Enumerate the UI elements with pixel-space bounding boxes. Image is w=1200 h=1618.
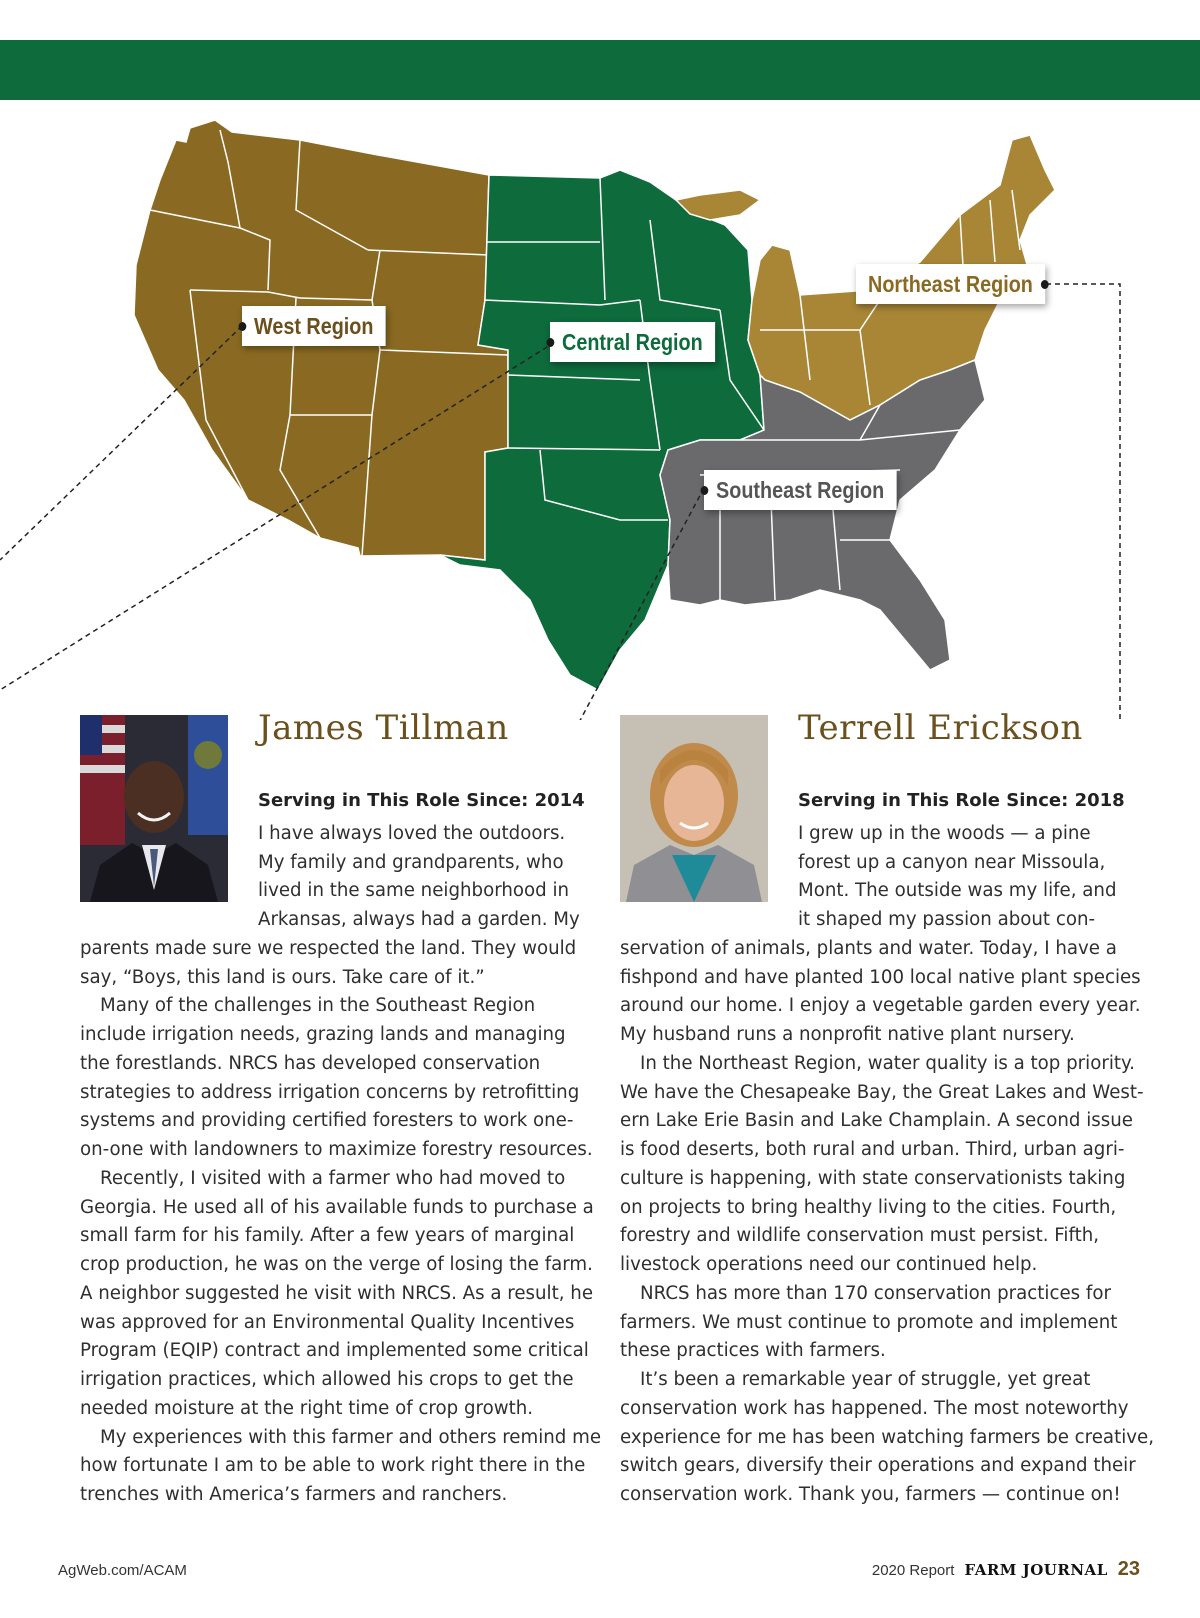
james-tillman-photo: [80, 715, 228, 902]
body-line: it shaped my passion about con-: [798, 909, 1096, 930]
body-line: Georgia. He used all of his available funds to purchase a: [80, 1197, 594, 1218]
us-regions-map: [0, 100, 1200, 720]
body-line: irrigation practices, which allowed his crops to get the: [80, 1369, 574, 1390]
body-line: experience for me has been watching farmers be creative,: [620, 1427, 1154, 1448]
body-line: I grew up in the woods — a pine: [798, 823, 1091, 844]
body-line: servation of animals, plants and water. Today, I have a: [620, 938, 1117, 959]
body-line: My experiences with this farmer and others remind me: [100, 1427, 602, 1448]
northeast-region-label: Northeast Region: [856, 264, 1045, 304]
body-line: conservation work has happened. The most noteworthy: [620, 1398, 1129, 1419]
body-line: small farm for his family. After a few years of marginal: [80, 1225, 575, 1246]
southeast-region-label: Southeast Region: [704, 470, 896, 510]
body-line: forest up a canyon near Missoula,: [798, 852, 1106, 873]
body-line: Program (EQIP) contract and implemented some critical: [80, 1340, 589, 1361]
body-line: My family and grandparents, who: [258, 852, 564, 873]
page-number: 23: [1117, 1558, 1140, 1580]
body-line: these practices with farmers.: [620, 1340, 886, 1361]
body-line: was approved for an Environmental Quality Incentives: [80, 1312, 575, 1333]
body-line: culture is happening, with state conservationists taking: [620, 1168, 1126, 1189]
body-line: is food deserts, both rural and urban. Third, urban agri-: [620, 1139, 1125, 1160]
body-line: Arkansas, always had a garden. My: [258, 909, 580, 930]
footer-magazine: FARM JOURNAL: [964, 1561, 1108, 1579]
body-line: A neighbor suggested he visit with NRCS. As a result, he: [80, 1283, 594, 1304]
body-line: Mont. The outside was my life, and: [798, 880, 1117, 901]
body-line: needed moisture at the right time of crop growth.: [80, 1398, 534, 1419]
person-name: Terrell Erickson: [798, 708, 1083, 748]
body-line: strategies to address irrigation concerns by retrofitting: [80, 1082, 580, 1103]
body-line: livestock operations need our continued help.: [620, 1254, 1038, 1275]
body-line: forestry and wildlife conservation must persist. Fifth,: [620, 1225, 1100, 1246]
central-region-label: Central Region: [550, 322, 715, 362]
body-line: include irrigation needs, grazing lands and managing: [80, 1024, 566, 1045]
role-since: Serving in This Role Since: 2014: [258, 790, 585, 811]
body-line: Many of the challenges in the Southeast Region: [100, 995, 536, 1016]
footer-meta: [872, 1558, 1140, 1581]
footer-website[interactable]: AgWeb.com/ACAM: [58, 1562, 187, 1579]
terrell-erickson-photo: [620, 715, 768, 902]
role-since: Serving in This Role Since: 2018: [798, 790, 1125, 811]
body-line: the forestlands. NRCS has developed conservation: [80, 1053, 541, 1074]
body-line: fishpond and have planted 100 local native plant species: [620, 967, 1141, 988]
person-name: James Tillman: [258, 708, 509, 748]
leader-dot: [239, 322, 247, 331]
body-line: farmers. We must continue to promote and implement: [620, 1312, 1118, 1333]
body-line: In the Northeast Region, water quality is a top priority.: [640, 1053, 1135, 1074]
body-line: switch gears, diversify their operations and expand their: [620, 1455, 1136, 1476]
body-line: systems and providing certified foresters to work one-: [80, 1110, 574, 1131]
header-band: [0, 40, 1200, 100]
body-line: Recently, I visited with a farmer who had moved to: [100, 1168, 566, 1189]
body-line: how fortunate I am to be able to work right there in the: [80, 1455, 586, 1476]
body-line: We have the Chesapeake Bay, the Great Lakes and West-: [620, 1082, 1144, 1103]
body-line: on projects to bring healthy living to the cities. Fourth,: [620, 1197, 1117, 1218]
body-line: on-one with landowners to maximize forestry resources.: [80, 1139, 593, 1160]
footer-report: 2020 Report: [871, 1562, 955, 1579]
body-line: parents made sure we respected the land. They would: [80, 938, 577, 959]
body-line: around our home. I enjoy a vegetable garden every year.: [620, 995, 1141, 1016]
leader-dot: [547, 338, 555, 347]
body-line: crop production, he was on the verge of losing the farm.: [80, 1254, 593, 1275]
body-line: lived in the same neighborhood in: [258, 880, 570, 901]
body-line: say, “Boys, this land is ours. Take care of it.”: [80, 967, 485, 988]
body-line: It’s been a remarkable year of struggle, yet great: [640, 1369, 1091, 1390]
body-line: trenches with America’s farmers and ranchers.: [80, 1484, 508, 1505]
body-line: conservation work. Thank you, farmers — continue on!: [620, 1484, 1121, 1505]
body-line: My husband runs a nonprofit native plant nursery.: [620, 1024, 1075, 1045]
body-line: ern Lake Erie Basin and Lake Champlain. A second issue: [620, 1110, 1133, 1131]
west-region-label: West Region: [242, 306, 386, 346]
leader-dot: [1041, 280, 1049, 289]
leader-dot: [701, 486, 709, 495]
body-line: I have always loved the outdoors.: [258, 823, 566, 844]
body-line: NRCS has more than 170 conservation practices for: [640, 1283, 1111, 1304]
